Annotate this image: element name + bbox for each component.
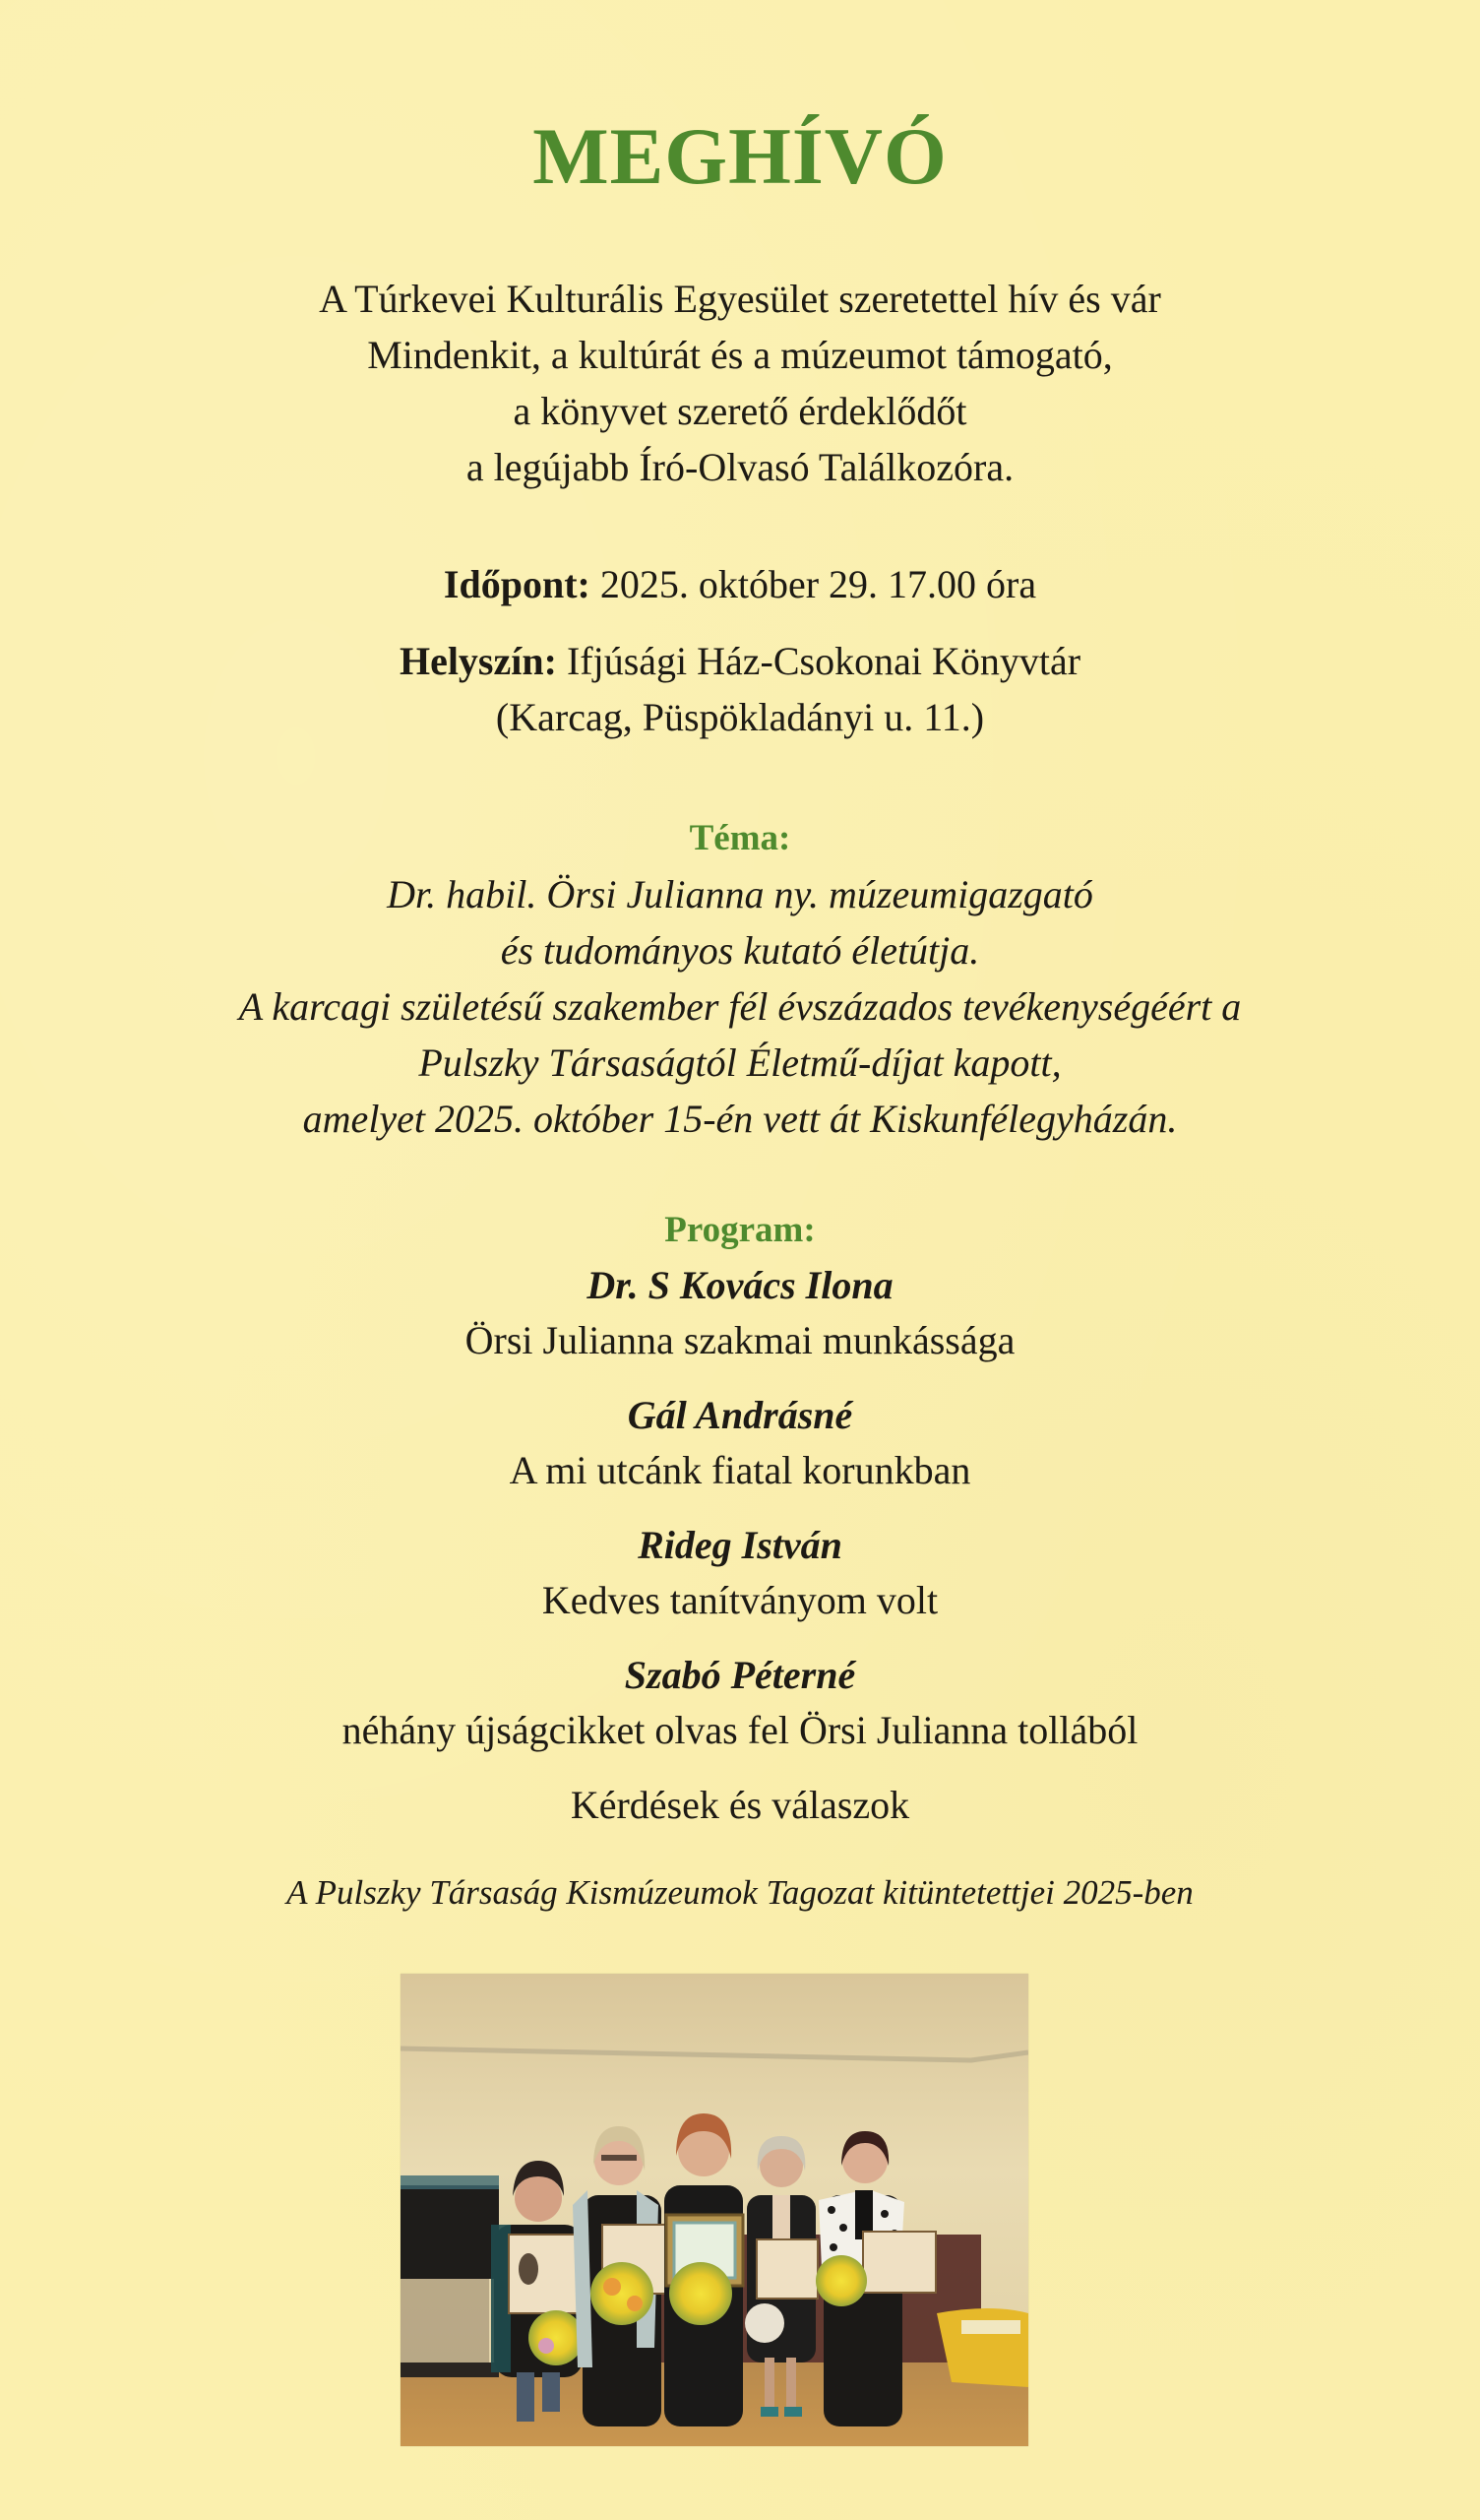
program-item bbox=[0, 1258, 1480, 1368]
event-location-value: Ifjúsági Ház-Csokonai Könyvtár bbox=[556, 639, 1081, 683]
program-list bbox=[0, 1258, 1480, 1833]
program-speaker: Rideg István bbox=[638, 1523, 842, 1567]
program-item bbox=[0, 1388, 1480, 1498]
theme-line: A karcagi születésű szakember fél évszázados tevékenységéért a bbox=[238, 984, 1242, 1029]
theme-line: és tudományos kutató életútja. bbox=[500, 928, 980, 973]
program-item bbox=[0, 1518, 1480, 1628]
photo-caption: A Pulszky Társaság Kismúzeumok Tagozat kitüntetettjei 2025-ben bbox=[286, 1873, 1194, 1912]
intro-line: a legújabb Író-Olvasó Találkozóra. bbox=[465, 445, 1015, 489]
program-item bbox=[0, 1648, 1480, 1758]
intro-paragraph bbox=[0, 271, 1480, 495]
program-speaker: Szabó Péterné bbox=[624, 1653, 856, 1697]
theme-line: amelyet 2025. október 15-én vett át Kiskunfélegyházán. bbox=[302, 1097, 1178, 1141]
program-topic: A mi utcánk fiatal korunkban bbox=[509, 1448, 971, 1492]
event-time bbox=[0, 556, 1480, 612]
intro-line: a könyvet szerető érdeklődőt bbox=[513, 389, 967, 433]
event-time-label: Időpont: bbox=[443, 562, 590, 606]
theme-line: Pulszky Társaságtól Életmű-díjat kapott, bbox=[418, 1040, 1062, 1085]
program-topic: néhány újságcikket olvas fel Örsi Julianna tollából bbox=[341, 1708, 1139, 1752]
intro-line: Mindenkit, a kultúrát és a múzeumot támogató, bbox=[367, 333, 1113, 377]
event-location-label: Helyszín: bbox=[399, 639, 557, 683]
photo-piano bbox=[401, 2185, 499, 2279]
event-location-line bbox=[0, 633, 1480, 689]
event-time-value: 2025. október 29. 17.00 óra bbox=[589, 562, 1037, 606]
program-topic: Örsi Julianna szakmai munkássága bbox=[464, 1318, 1016, 1362]
invitation-title: MEGHÍVÓ bbox=[532, 111, 948, 201]
event-location bbox=[0, 633, 1480, 745]
program-topic: Kedves tanítványom volt bbox=[541, 1578, 939, 1622]
program-closing: Kérdések és válaszok bbox=[570, 1783, 910, 1827]
program-heading: Program: bbox=[664, 1210, 816, 1250]
theme-paragraph bbox=[0, 866, 1480, 1147]
theme-heading: Téma: bbox=[689, 818, 791, 858]
intro-line: A Túrkevei Kulturális Egyesület szeretettel hív és vár bbox=[319, 277, 1161, 321]
event-address: (Karcag, Püspökladányi u. 11.) bbox=[495, 695, 985, 739]
awardees-photo bbox=[401, 1974, 1028, 2446]
theme-line: Dr. habil. Örsi Julianna ny. múzeumigazgató bbox=[387, 872, 1093, 916]
program-speaker: Gál Andrásné bbox=[627, 1393, 853, 1437]
program-speaker: Dr. S Kovács Ilona bbox=[586, 1263, 894, 1307]
